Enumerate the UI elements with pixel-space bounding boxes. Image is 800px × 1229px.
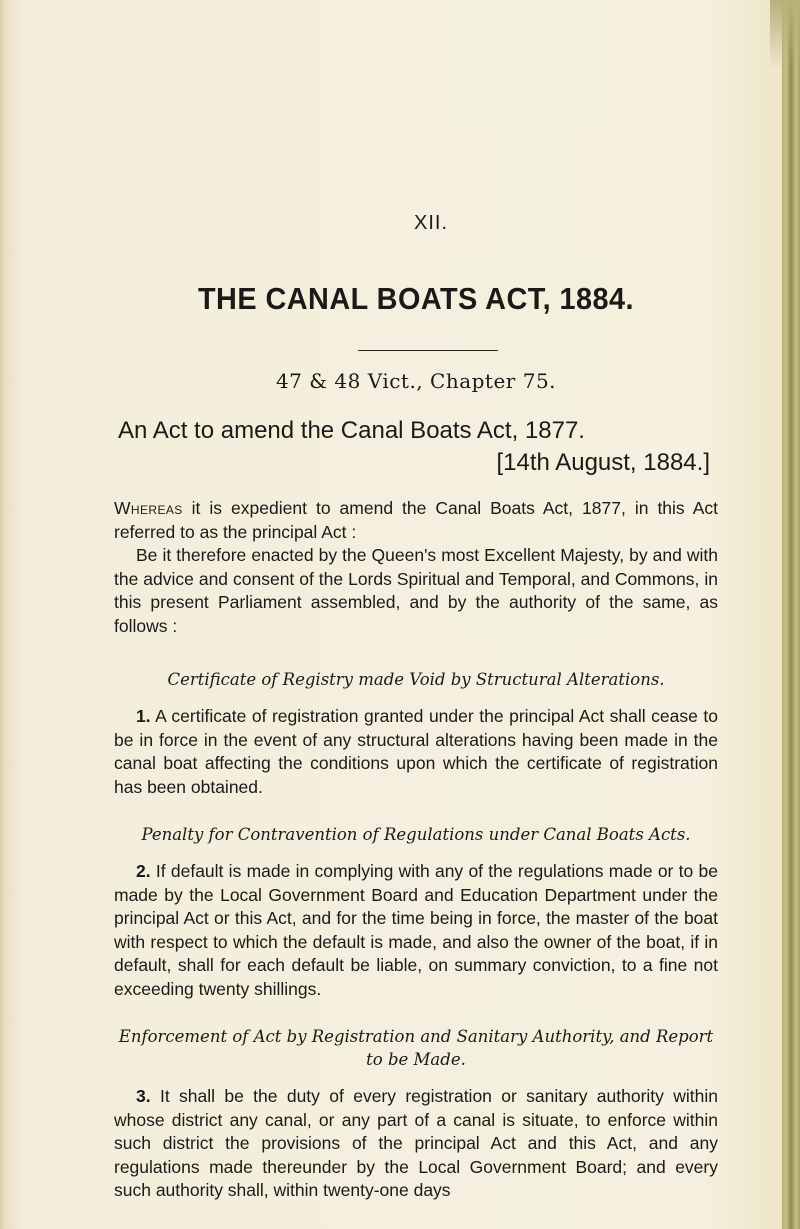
assent-date: [14th August, 1884.] (496, 449, 710, 476)
section-1-number: 1. (136, 706, 151, 726)
section-1-text: A certificate of registration granted under the principal Act shall cease to be in force in the event of any structural alterations having been made in the canal boat affecting the conditions upon which the certificate of registration has been obtained. (114, 706, 718, 797)
section-3-text: It shall be the duty of every registration or sanitary authority within whose district any canal, or any part of a canal is situate, to enforce within such district the provisions of the principal Act and this Act, and any regulations made thereunder by the Local Government Board; and every such authority shall, within twenty-one days (114, 1086, 718, 1200)
book-spine-edge (782, 0, 800, 1229)
section-2-paragraph (114, 860, 718, 1001)
whereas-lead: Whereas (114, 498, 183, 518)
section-3-heading: Enforcement of Act by Registration and Sanitary Authority, and Report to be Made. (118, 1027, 714, 1069)
section-3-paragraph (114, 1085, 718, 1203)
title-divider (358, 350, 498, 351)
chapter-citation: 47 & 48 Vict., Chapter 75. (275, 369, 557, 393)
preamble-enactment: Be it therefore enacted by the Queen's most Excellent Majesty, by and with the advice and consent of the Lords Spiritual and Temporal, and Commons, in this present Parliament assembled, and by the authority of the same, as follows : (114, 545, 718, 636)
section-1-paragraph (114, 705, 718, 799)
part-number: XII. (413, 212, 448, 234)
section-2-text: If default is made in complying with any of the regulations made or to be made by the Local Government Board and Education Department under the principal Act or this Act, and for the time being in force, the master of the boat with respect to which the default is made, and also the owner of the boat, if in default, shall for each default be liable, on summary conviction, to a fine not exceeding twenty shillings. (114, 861, 718, 999)
spine-shadow (770, 0, 800, 70)
section-1-heading: Certificate of Registry made Void by Structural Alterations. (167, 670, 665, 689)
whereas-text: it is expedient to amend the Canal Boats Act, 1877, in this Act referred to as the principal Act : (114, 498, 718, 542)
section-3-number: 3. (136, 1086, 151, 1106)
section-2-heading: Penalty for Contravention of Regulations under Canal Boats Acts. (141, 825, 691, 844)
section-2-number: 2. (136, 861, 151, 881)
page-left-edge (0, 0, 14, 1229)
act-title: THE CANAL BOATS ACT, 1884. (197, 281, 635, 316)
page-content (114, 212, 718, 1203)
preamble-whereas (114, 497, 718, 544)
long-title: An Act to amend the Canal Boats Act, 1877. (118, 417, 585, 444)
